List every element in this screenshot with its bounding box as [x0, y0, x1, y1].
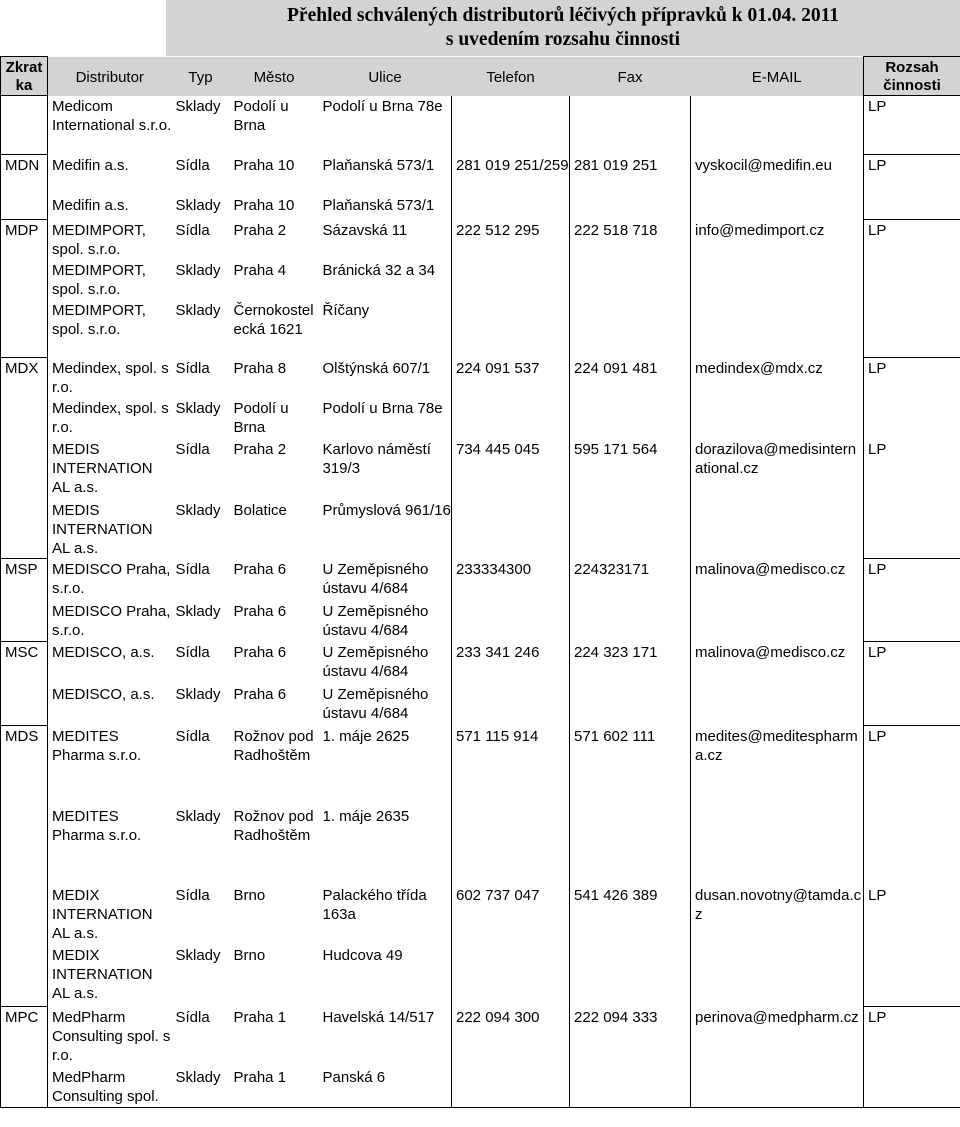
cell-rozsah: LP	[864, 559, 960, 601]
cell-zkratka	[1, 300, 48, 358]
cell-typ: Sídla	[175, 1008, 210, 1026]
cell-ulice: Hudcova 49	[322, 946, 403, 964]
cell-rozsah: LP	[864, 155, 960, 195]
cell-typ: Sklady	[172, 1067, 230, 1108]
cell-distributor: MEDITES Pharma s.r.o.	[52, 727, 142, 764]
cell-ulice: U Zeměpisného ústavu 4/684	[322, 560, 429, 597]
cell-rozsah: LP	[864, 96, 960, 155]
cell-email	[691, 398, 864, 439]
cell-zkratka	[1, 195, 48, 220]
table-row	[1, 398, 960, 439]
cell-zkratka	[1, 260, 48, 300]
cell-zkratka	[1, 601, 48, 642]
cell-mesto: Praha 1	[230, 1067, 319, 1108]
cell-fax	[570, 601, 691, 642]
cell-ulice: Průmyslová 961/16	[322, 501, 451, 519]
cell-mesto: Praha 6	[233, 685, 287, 703]
col-header-telefon: Telefon	[452, 57, 570, 96]
cell-mesto: Brno	[233, 886, 266, 904]
table-row	[1, 559, 960, 601]
title-line-2: s uvedením rozsahu činnosti	[445, 29, 681, 50]
cell-distributor: MEDIS INTERNATION AL a.s.	[52, 440, 153, 496]
cell-distributor: MEDISCO Praha, s.r.o.	[52, 602, 171, 639]
cell-distributor: MEDIMPORT, spol. s.r.o.	[52, 221, 146, 258]
cell-telefon: 222 512 295	[452, 220, 570, 260]
table-row	[1, 195, 960, 220]
cell-mesto: Praha 2	[233, 221, 287, 239]
cell-email: medindex@mdx.cz	[691, 358, 864, 398]
cell-ulice: Palackého třída 163a	[322, 886, 427, 923]
cell-zkratka	[1, 398, 48, 439]
cell-telefon	[452, 500, 570, 559]
cell-rozsah: LP	[864, 220, 960, 260]
cell-mesto: Praha 2	[233, 440, 287, 458]
table-row	[1, 155, 960, 195]
cell-distributor: MEDIX INTERNATION AL a.s.	[52, 946, 153, 1002]
cell-telefon	[452, 260, 570, 300]
cell-rozsah	[864, 195, 960, 220]
cell-rozsah	[864, 945, 960, 1007]
cell-fax	[570, 806, 691, 885]
cell-rozsah: LP	[864, 439, 960, 500]
table-row	[1, 96, 960, 155]
cell-distributor: Medindex, spol. s r.o.	[52, 399, 169, 436]
cell-email	[691, 300, 864, 358]
cell-zkratka: MSP	[1, 559, 48, 601]
cell-mesto: Praha 8	[233, 359, 287, 377]
cell-telefon: 233334300	[452, 559, 570, 601]
cell-rozsah: LP	[864, 885, 960, 945]
cell-fax	[570, 300, 691, 358]
cell-telefon	[452, 195, 570, 220]
cell-telefon: 571 115 914	[452, 726, 570, 806]
cell-typ: Sklady	[175, 807, 221, 825]
cell-typ: Sklady	[175, 602, 221, 620]
cell-ulice: Bránická 32 a 34	[322, 261, 436, 279]
cell-typ: Sklady	[175, 685, 221, 703]
cell-email	[691, 806, 864, 885]
cell-typ: Sídla	[175, 560, 210, 578]
cell-fax: 222 094 333	[570, 1007, 691, 1067]
cell-mesto: Bolatice	[233, 501, 287, 519]
cell-zkratka: MDN	[1, 155, 48, 195]
cell-ulice: Havelská 14/517	[322, 1008, 435, 1026]
cell-fax: 571 602 111	[570, 726, 691, 806]
cell-rozsah	[864, 1067, 960, 1108]
cell-mesto: Rožnov pod Radhoštěm	[233, 727, 314, 764]
cell-distributor: Medicom International s.r.o.	[52, 97, 172, 134]
cell-typ: Sídla	[175, 156, 210, 174]
col-header-mesto: Město	[230, 57, 319, 96]
table-row	[1, 260, 960, 300]
cell-typ: Sídla	[175, 643, 210, 661]
cell-zkratka	[1, 96, 48, 155]
cell-mesto: Praha 4	[233, 261, 287, 279]
cell-typ: Sklady	[175, 301, 221, 319]
cell-rozsah	[864, 500, 960, 559]
cell-ulice: Plaňanská 573/1	[322, 196, 435, 214]
cell-email	[691, 96, 864, 155]
header-row	[1, 57, 960, 96]
cell-ulice: U Zeměpisného ústavu 4/684	[322, 602, 429, 639]
table-row	[1, 439, 960, 500]
col-header-email: E-MAIL	[691, 57, 864, 96]
cell-ulice: U Zeměpisného ústavu 4/684	[322, 685, 429, 722]
col-header-typ: Typ	[172, 57, 230, 96]
cell-zkratka	[1, 885, 48, 945]
cell-fax	[570, 96, 691, 155]
cell-typ: Sídla	[175, 727, 210, 745]
cell-typ: Sídla	[175, 359, 210, 377]
cell-rozsah	[864, 260, 960, 300]
cell-email: dorazilova@medisinternational.cz	[691, 439, 864, 500]
cell-ulice: Panská 6	[319, 1067, 452, 1108]
cell-telefon	[452, 945, 570, 1007]
cell-fax	[570, 1067, 691, 1108]
cell-mesto: Praha 6	[233, 560, 287, 578]
cell-mesto: Praha 1	[233, 1008, 287, 1026]
cell-fax	[570, 398, 691, 439]
table-row	[1, 300, 960, 358]
cell-zkratka	[1, 806, 48, 885]
cell-zkratka	[1, 500, 48, 559]
cell-typ: Sídla	[175, 886, 210, 904]
cell-distributor: MEDIMPORT, spol. s.r.o.	[52, 301, 146, 338]
table-row	[1, 885, 960, 945]
distributor-table	[0, 56, 960, 1108]
cell-distributor: Medindex, spol. s r.o.	[52, 359, 169, 396]
col-header-ulice: Ulice	[319, 57, 452, 96]
cell-rozsah: LP	[864, 358, 960, 398]
cell-telefon	[452, 1067, 570, 1108]
cell-zkratka: MPC	[1, 1007, 48, 1067]
cell-distributor: MedPharm Consulting spol. s r.o.	[52, 1008, 171, 1064]
cell-distributor: MEDIMPORT, spol. s.r.o.	[52, 261, 146, 298]
cell-distributor: MedPharm Consulting spol.	[48, 1067, 172, 1108]
cell-mesto: Brno	[233, 946, 266, 964]
cell-rozsah	[864, 398, 960, 439]
cell-email	[691, 945, 864, 1007]
cell-mesto: Podolí u Brna	[233, 399, 289, 436]
cell-rozsah	[864, 300, 960, 358]
cell-email	[691, 195, 864, 220]
cell-telefon	[452, 684, 570, 726]
cell-mesto: Rožnov pod Radhoštěm	[233, 807, 314, 844]
document-title	[166, 0, 960, 56]
cell-distributor: Medifin a.s.	[52, 156, 129, 174]
cell-mesto: Černokostelecká 1621	[233, 301, 314, 338]
cell-fax: 541 426 389	[570, 885, 691, 945]
cell-telefon	[452, 300, 570, 358]
cell-email: malinova@medisco.cz	[691, 642, 864, 684]
table-row	[1, 1067, 960, 1108]
cell-email: perinova@medpharm.cz	[691, 1007, 864, 1067]
cell-rozsah	[864, 806, 960, 885]
cell-telefon	[452, 96, 570, 155]
cell-telefon: 222 094 300	[452, 1007, 570, 1067]
cell-mesto: Praha 6	[233, 643, 287, 661]
table-row	[1, 358, 960, 398]
cell-distributor: Medifin a.s.	[52, 196, 129, 214]
cell-telefon: 224 091 537	[452, 358, 570, 398]
cell-zkratka	[1, 1067, 48, 1108]
cell-zkratka: MSC	[1, 642, 48, 684]
cell-telefon: 602 737 047	[452, 885, 570, 945]
cell-rozsah: LP	[864, 726, 960, 806]
table-row	[1, 642, 960, 684]
cell-mesto: Praha 6	[233, 602, 287, 620]
col-header-fax: Fax	[570, 57, 691, 96]
cell-zkratka: MDP	[1, 220, 48, 260]
cell-fax: 595 171 564	[570, 439, 691, 500]
cell-ulice: 1. máje 2635	[322, 807, 410, 825]
cell-distributor: MEDITES Pharma s.r.o.	[52, 807, 142, 844]
cell-mesto: Praha 10	[233, 196, 295, 214]
table-row	[1, 684, 960, 726]
cell-typ: Sklady	[175, 97, 221, 115]
cell-zkratka: MDS	[1, 726, 48, 806]
cell-rozsah: LP	[864, 642, 960, 684]
table-row	[1, 726, 960, 806]
cell-typ: Sklady	[175, 399, 221, 417]
cell-distributor: MEDISCO Praha, s.r.o.	[52, 560, 171, 597]
table-row	[1, 601, 960, 642]
cell-typ: Sklady	[175, 261, 221, 279]
cell-ulice: Olštýnská 607/1	[322, 359, 431, 377]
cell-telefon	[452, 601, 570, 642]
cell-fax: 281 019 251	[570, 155, 691, 195]
cell-fax	[570, 195, 691, 220]
col-header-rozsah: Rozsah činnosti	[864, 57, 960, 96]
cell-fax: 224 091 481	[570, 358, 691, 398]
col-header-zkratka: Zkrat ka	[1, 57, 48, 96]
cell-email	[691, 684, 864, 726]
cell-typ: Sklady	[175, 946, 221, 964]
table-row	[1, 220, 960, 260]
cell-rozsah: LP	[864, 1007, 960, 1067]
cell-typ: Sídla	[175, 221, 210, 239]
cell-zkratka	[1, 945, 48, 1007]
cell-email	[691, 601, 864, 642]
cell-email: medites@meditespharma.cz	[691, 726, 864, 806]
cell-rozsah	[864, 601, 960, 642]
cell-zkratka	[1, 684, 48, 726]
cell-email: malinova@medisco.cz	[691, 559, 864, 601]
cell-zkratka	[1, 439, 48, 500]
cell-ulice: 1. máje 2625	[322, 727, 410, 745]
cell-ulice: Podolí u Brna 78e	[322, 97, 443, 115]
cell-rozsah	[864, 684, 960, 726]
cell-telefon	[452, 398, 570, 439]
cell-fax	[570, 684, 691, 726]
cell-email	[691, 260, 864, 300]
cell-fax: 222 518 718	[570, 220, 691, 260]
cell-telefon: 281 019 251/259	[452, 155, 570, 195]
cell-ulice: Sázavská 11	[322, 221, 408, 239]
cell-typ: Sklady	[175, 196, 221, 214]
cell-fax	[570, 945, 691, 1007]
cell-email: vyskocil@medifin.eu	[691, 155, 864, 195]
cell-ulice: Plaňanská 573/1	[322, 156, 435, 174]
cell-mesto: Podolí u Brna	[233, 97, 289, 134]
cell-email	[691, 1067, 864, 1108]
cell-ulice: Podolí u Brna 78e	[322, 399, 443, 417]
cell-ulice: Říčany	[322, 301, 370, 319]
cell-fax	[570, 260, 691, 300]
cell-distributor: MEDISCO, a.s.	[52, 685, 155, 703]
cell-ulice: Karlovo náměstí 319/3	[322, 440, 431, 477]
table-row	[1, 806, 960, 885]
cell-zkratka: MDX	[1, 358, 48, 398]
table-row	[1, 500, 960, 559]
cell-distributor: MEDISCO, a.s.	[52, 643, 155, 661]
col-header-distributor: Distributor	[48, 57, 172, 96]
cell-typ: Sídla	[175, 440, 210, 458]
cell-ulice: U Zeměpisného ústavu 4/684	[322, 643, 429, 680]
cell-telefon: 233 341 246	[452, 642, 570, 684]
cell-fax: 224 323 171	[570, 642, 691, 684]
cell-telefon	[452, 806, 570, 885]
cell-email	[691, 500, 864, 559]
cell-fax: 224323171	[570, 559, 691, 601]
cell-distributor: MEDIX INTERNATION AL a.s.	[52, 886, 153, 942]
cell-mesto: Praha 10	[233, 156, 295, 174]
cell-typ: Sklady	[175, 501, 221, 519]
title-line-1: Přehled schválených distributorů léčivých přípravků k 01.04. 2011	[287, 5, 839, 26]
cell-fax	[570, 500, 691, 559]
cell-distributor: MEDIS INTERNATION AL a.s.	[52, 501, 153, 557]
table-row	[1, 945, 960, 1007]
cell-email: dusan.novotny@tamda.cz	[691, 885, 864, 945]
cell-telefon: 734 445 045	[452, 439, 570, 500]
table-row	[1, 1007, 960, 1067]
cell-email: info@medimport.cz	[691, 220, 864, 260]
